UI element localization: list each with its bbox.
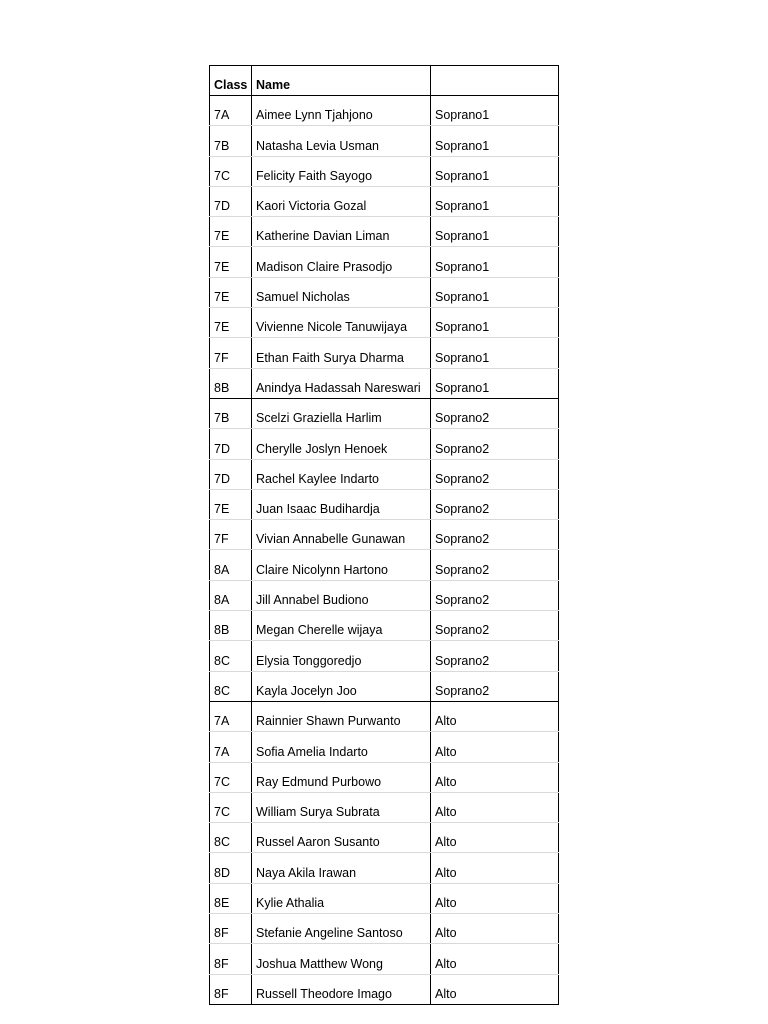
- cell-part: Alto: [431, 762, 559, 792]
- cell-class: 7E: [210, 308, 252, 338]
- table-row: [210, 186, 559, 216]
- cell-class: 7D: [210, 459, 252, 489]
- cell-name: Kayla Jocelyn Joo: [252, 671, 431, 701]
- cell-class: 8A: [210, 580, 252, 610]
- table-row: [210, 96, 559, 126]
- table-row: [210, 308, 559, 338]
- header-part: [431, 66, 559, 96]
- cell-name: Kaori Victoria Gozal: [252, 186, 431, 216]
- cell-class: 7E: [210, 277, 252, 307]
- cell-class: 7A: [210, 96, 252, 126]
- cell-part: Soprano1: [431, 217, 559, 247]
- cell-part: Alto: [431, 974, 559, 1004]
- cell-part: Soprano2: [431, 398, 559, 428]
- cell-part: Alto: [431, 914, 559, 944]
- cell-part: Soprano2: [431, 429, 559, 459]
- header-name: Name: [252, 66, 431, 96]
- cell-name: Katherine Davian Liman: [252, 217, 431, 247]
- cell-name: Rachel Kaylee Indarto: [252, 459, 431, 489]
- cell-part: Alto: [431, 823, 559, 853]
- table-row: [210, 611, 559, 641]
- cell-part: Soprano1: [431, 308, 559, 338]
- cell-part: Soprano2: [431, 520, 559, 550]
- cell-name: Felicity Faith Sayogo: [252, 156, 431, 186]
- table-row: [210, 247, 559, 277]
- cell-part: Soprano1: [431, 368, 559, 398]
- cell-class: 7F: [210, 520, 252, 550]
- cell-name: Stefanie Angeline Santoso: [252, 914, 431, 944]
- roster-body: [210, 96, 559, 1005]
- cell-part: Soprano1: [431, 247, 559, 277]
- cell-part: Soprano1: [431, 96, 559, 126]
- table-row: [210, 520, 559, 550]
- cell-class: 8A: [210, 550, 252, 580]
- cell-class: 8C: [210, 641, 252, 671]
- cell-name: Cherylle Joslyn Henoek: [252, 429, 431, 459]
- cell-class: 8B: [210, 611, 252, 641]
- table-row: [210, 580, 559, 610]
- cell-part: Alto: [431, 792, 559, 822]
- cell-part: Soprano1: [431, 338, 559, 368]
- table-row: [210, 823, 559, 853]
- cell-class: 8F: [210, 944, 252, 974]
- cell-part: Alto: [431, 701, 559, 731]
- cell-name: Juan Isaac Budihardja: [252, 489, 431, 519]
- cell-name: William Surya Subrata: [252, 792, 431, 822]
- cell-name: Vivienne Nicole Tanuwijaya: [252, 308, 431, 338]
- cell-name: Samuel Nicholas: [252, 277, 431, 307]
- cell-class: 7C: [210, 792, 252, 822]
- cell-class: 8D: [210, 853, 252, 883]
- cell-class: 7A: [210, 732, 252, 762]
- cell-name: Kylie Athalia: [252, 883, 431, 913]
- cell-part: Alto: [431, 944, 559, 974]
- cell-part: Soprano2: [431, 671, 559, 701]
- table-row: [210, 914, 559, 944]
- cell-name: Claire Nicolynn Hartono: [252, 550, 431, 580]
- table-row: [210, 126, 559, 156]
- cell-class: 7C: [210, 762, 252, 792]
- choir-roster-table: [209, 65, 559, 1005]
- table-row: [210, 459, 559, 489]
- table-row: [210, 429, 559, 459]
- table-row: [210, 974, 559, 1004]
- table-row: [210, 156, 559, 186]
- cell-part: Soprano2: [431, 611, 559, 641]
- cell-part: Soprano2: [431, 580, 559, 610]
- cell-class: 7B: [210, 398, 252, 428]
- cell-name: Madison Claire Prasodjo: [252, 247, 431, 277]
- cell-name: Vivian Annabelle Gunawan: [252, 520, 431, 550]
- table-row: [210, 792, 559, 822]
- cell-name: Rainnier Shawn Purwanto: [252, 701, 431, 731]
- cell-name: Anindya Hadassah Nareswari: [252, 368, 431, 398]
- cell-name: Scelzi Graziella Harlim: [252, 398, 431, 428]
- cell-class: 8E: [210, 883, 252, 913]
- cell-part: Soprano2: [431, 459, 559, 489]
- cell-part: Soprano1: [431, 156, 559, 186]
- table-row: [210, 368, 559, 398]
- cell-class: 7A: [210, 701, 252, 731]
- table-row: [210, 944, 559, 974]
- cell-part: Soprano1: [431, 126, 559, 156]
- cell-class: 7E: [210, 247, 252, 277]
- cell-name: Elysia Tonggoredjo: [252, 641, 431, 671]
- cell-part: Soprano1: [431, 186, 559, 216]
- cell-part: Alto: [431, 883, 559, 913]
- cell-class: 7F: [210, 338, 252, 368]
- cell-name: Jill Annabel Budiono: [252, 580, 431, 610]
- cell-name: Sofia Amelia Indarto: [252, 732, 431, 762]
- header-row: [210, 66, 559, 96]
- cell-part: Alto: [431, 732, 559, 762]
- cell-class: 7E: [210, 489, 252, 519]
- cell-class: 8F: [210, 914, 252, 944]
- table-row: [210, 550, 559, 580]
- table-row: [210, 277, 559, 307]
- cell-name: Natasha Levia Usman: [252, 126, 431, 156]
- cell-name: Ethan Faith Surya Dharma: [252, 338, 431, 368]
- table-row: [210, 489, 559, 519]
- header-class: Class: [210, 66, 252, 96]
- cell-name: Ray Edmund Purbowo: [252, 762, 431, 792]
- cell-class: 7D: [210, 186, 252, 216]
- cell-class: 8F: [210, 974, 252, 1004]
- cell-part: Soprano2: [431, 489, 559, 519]
- cell-part: Soprano2: [431, 641, 559, 671]
- cell-class: 7E: [210, 217, 252, 247]
- table-row: [210, 762, 559, 792]
- cell-name: Russell Theodore Imago: [252, 974, 431, 1004]
- table-row: [210, 883, 559, 913]
- table-row: [210, 338, 559, 368]
- table-row: [210, 671, 559, 701]
- cell-part: Alto: [431, 853, 559, 883]
- table-row: [210, 217, 559, 247]
- cell-class: 8C: [210, 671, 252, 701]
- cell-name: Naya Akila Irawan: [252, 853, 431, 883]
- cell-name: Joshua Matthew Wong: [252, 944, 431, 974]
- cell-class: 7C: [210, 156, 252, 186]
- cell-class: 7B: [210, 126, 252, 156]
- cell-part: Soprano1: [431, 277, 559, 307]
- table-row: [210, 732, 559, 762]
- cell-part: Soprano2: [431, 550, 559, 580]
- table-row: [210, 701, 559, 731]
- table-row: [210, 398, 559, 428]
- cell-name: Russel Aaron Susanto: [252, 823, 431, 853]
- cell-class: 8C: [210, 823, 252, 853]
- cell-name: Megan Cherelle wijaya: [252, 611, 431, 641]
- table-row: [210, 641, 559, 671]
- cell-class: 8B: [210, 368, 252, 398]
- cell-name: Aimee Lynn Tjahjono: [252, 96, 431, 126]
- table-row: [210, 853, 559, 883]
- cell-class: 7D: [210, 429, 252, 459]
